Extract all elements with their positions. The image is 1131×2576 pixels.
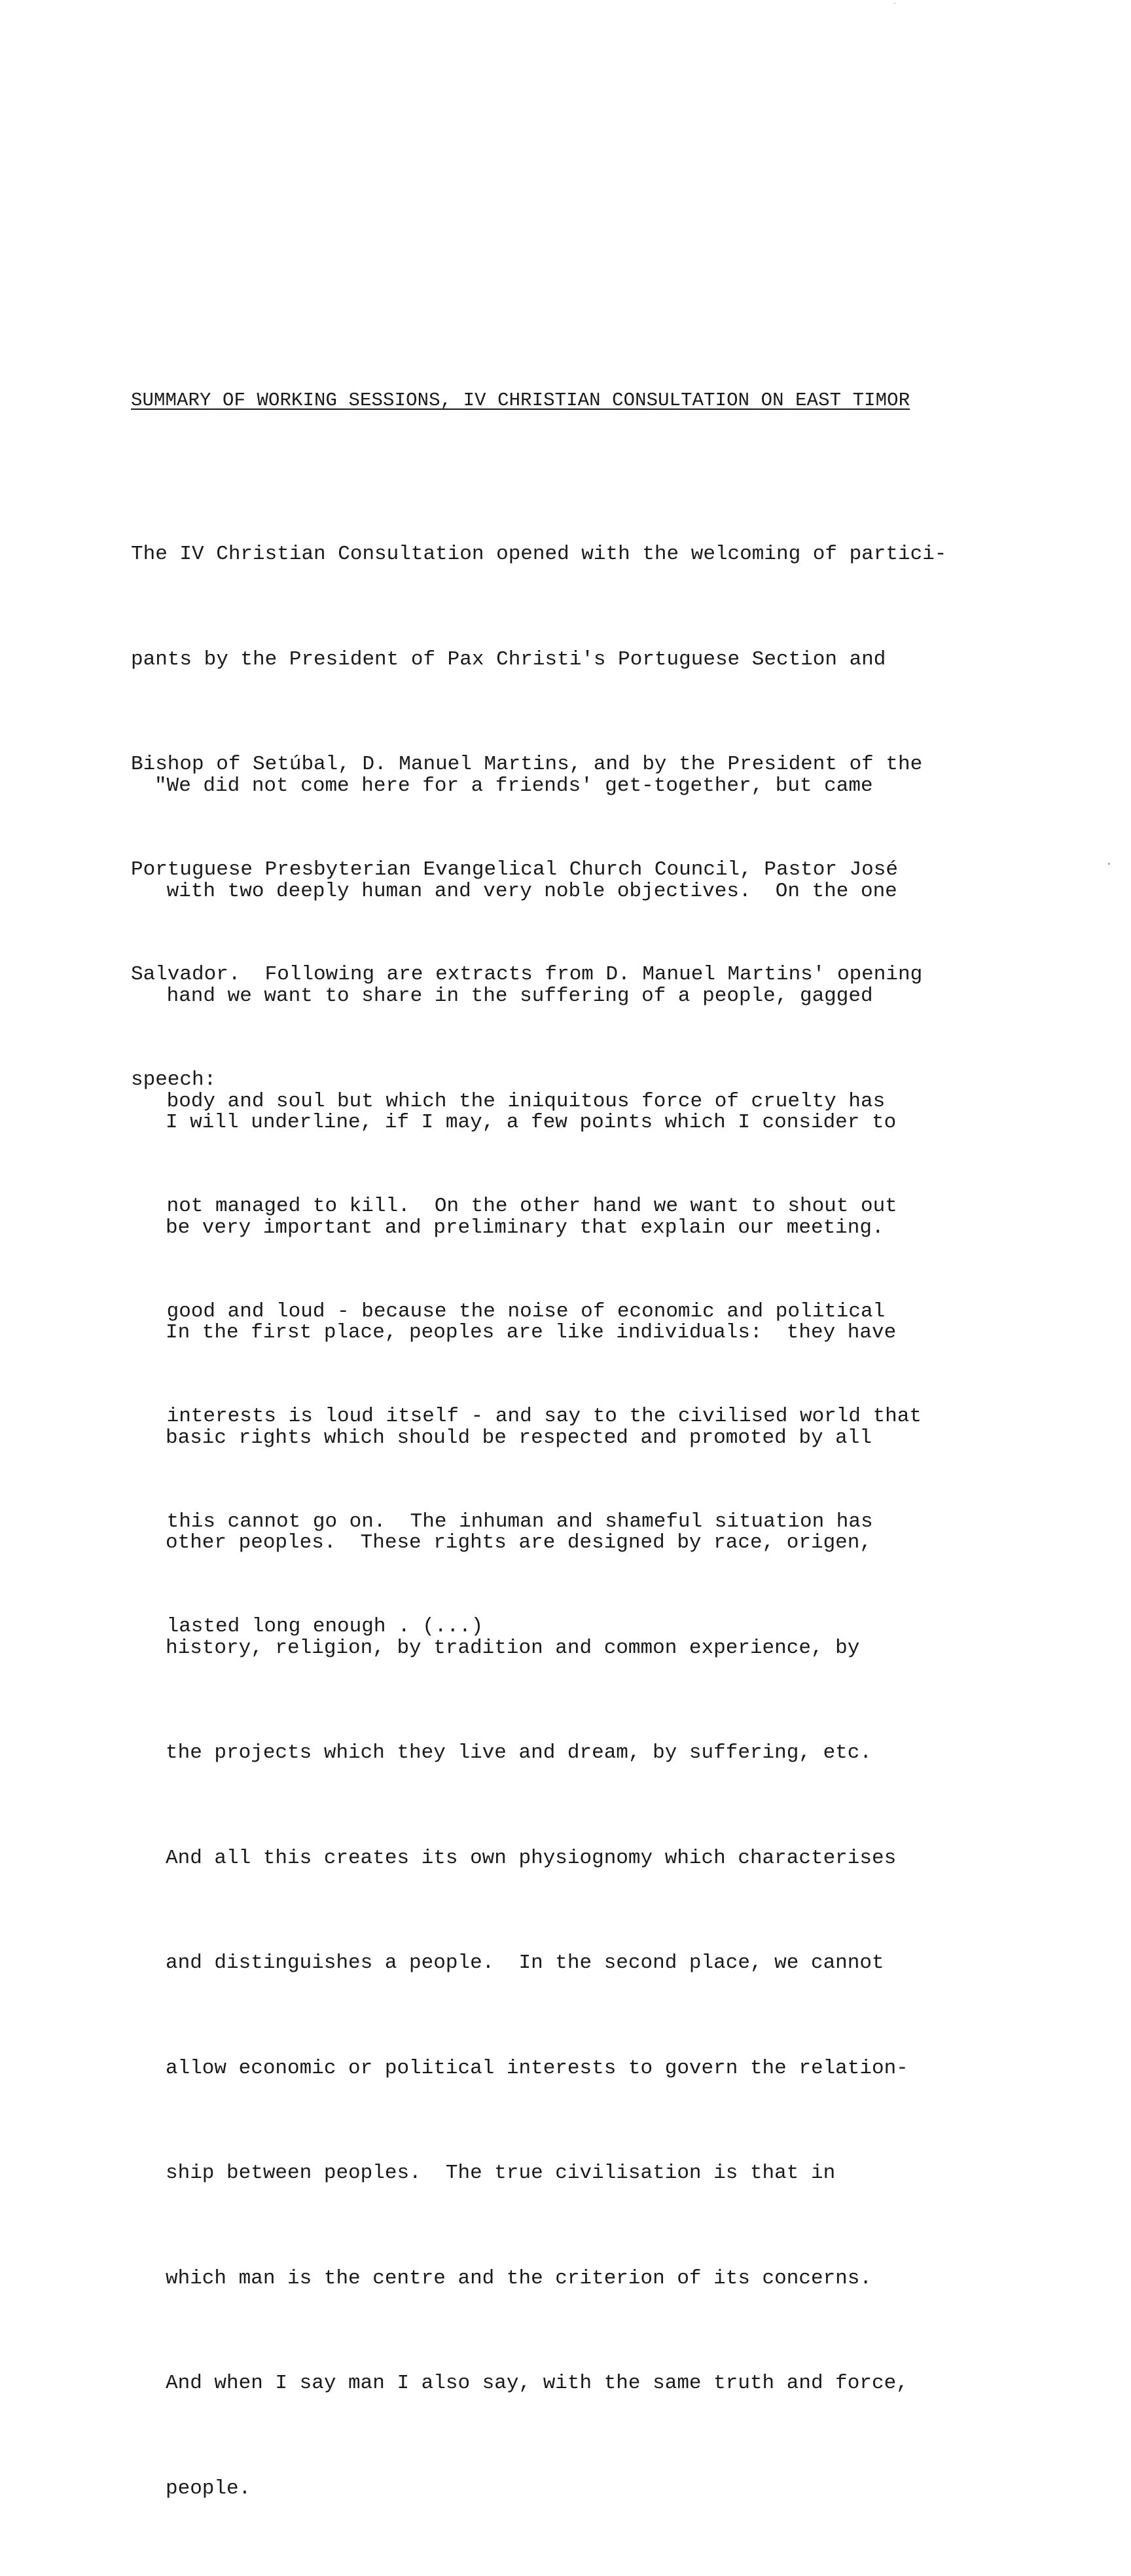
- intro-line: Bishop of Setúbal, D. Manuel Martins, and by the President of the: [131, 753, 923, 776]
- scan-speck: [894, 3, 895, 4]
- quote-paragraph-2: [166, 1035, 908, 2576]
- quote-line: In the first place, peoples are like individuals: they have: [166, 1321, 897, 1344]
- intro-line: Salvador. Following are extracts from D. Manuel Martins' opening: [131, 963, 923, 986]
- scan-speck: [1108, 863, 1110, 865]
- quote-line: basic rights which should be respected and promoted by all: [166, 1426, 872, 1449]
- quote-line: good and loud - because the noise of economic and political: [154, 1299, 886, 1323]
- quote-line: I will underline, if I may, a few points which I consider to: [166, 1111, 897, 1134]
- quote-line: not managed to kill. On the other hand we want to shout out: [154, 1195, 897, 1218]
- intro-line: The IV Christian Consultation opened with the welcoming of partici-: [131, 543, 947, 566]
- quote-line: and distinguishes a people. In the second place, we cannot: [166, 1951, 884, 1974]
- quote-line: be very important and preliminary that explain our meeting.: [166, 1216, 884, 1239]
- intro-line: pants by the President of Pax Christi's Portuguese Section and: [131, 647, 886, 671]
- quote-line: lasted long enough . (...): [154, 1615, 484, 1638]
- quote-line: ship between peoples. The true civilisation is that in: [166, 2162, 836, 2185]
- quote-line: body and soul but which the iniquitous force of cruelty has: [154, 1089, 886, 1113]
- intro-line: Portuguese Presbyterian Evangelical Church Council, Pastor José: [131, 858, 898, 881]
- quote-line: history, religion, by tradition and common experience, by: [166, 1636, 860, 1660]
- quote-line: with two deeply human and very noble objectives. On the one: [154, 879, 897, 903]
- intro-line: speech:: [131, 1068, 217, 1091]
- quote-line: other peoples. These rights are designed by race, origen,: [166, 1531, 872, 1554]
- document-title: SUMMARY OF WORKING SESSIONS, IV CHRISTIAN CONSULTATION ON EAST TIMOR: [131, 390, 910, 411]
- quote-line: "We did not come here for a friends' get-together, but came: [154, 774, 873, 797]
- quote-line: hand we want to share in the suffering of a people, gagged: [154, 985, 873, 1007]
- quote-line: allow economic or political interests to govern the relation-: [166, 2056, 908, 2080]
- quote-line: And all this creates its own physiognomy which characterises: [166, 1846, 897, 1870]
- quote-line: people.: [166, 2476, 251, 2500]
- quote-line: the projects which they live and dream, by suffering, etc.: [166, 1741, 872, 1764]
- quote-line: interests is loud itself - and say to the civilised world that: [154, 1405, 922, 1428]
- quote-line: And when I say man I also say, with the same truth and force,: [166, 2372, 908, 2395]
- quote-line: this cannot go on. The inhuman and shameful situation has: [154, 1510, 873, 1533]
- quote-line: which man is the centre and the criterion of its concerns.: [166, 2266, 872, 2290]
